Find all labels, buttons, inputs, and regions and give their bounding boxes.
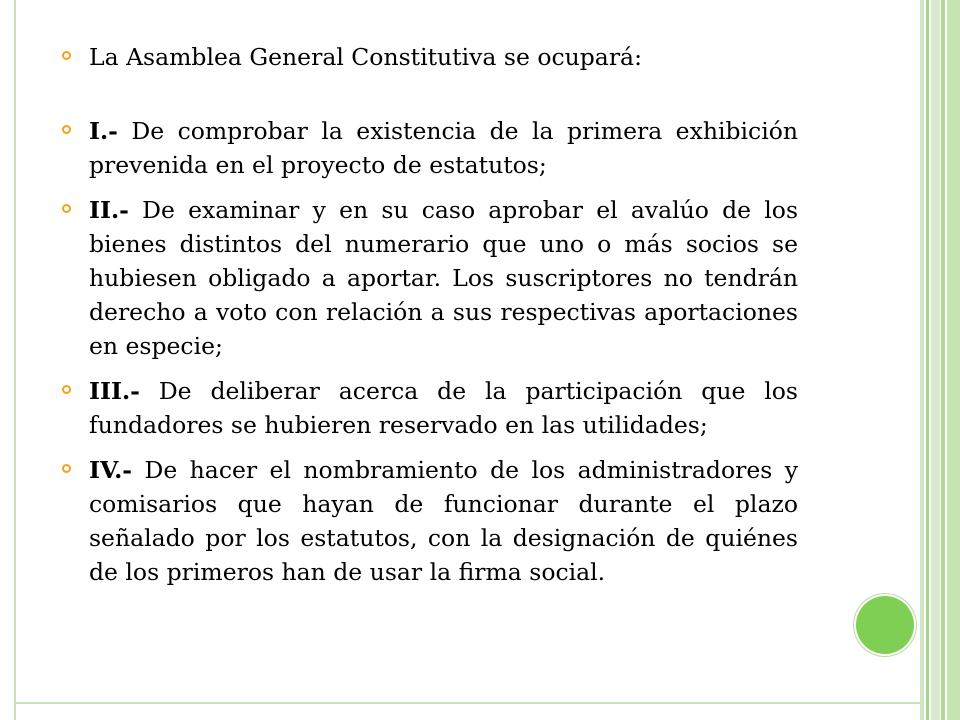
item-number: I.- bbox=[89, 117, 118, 145]
frame-left-line bbox=[14, 0, 16, 720]
frame-bottom-line bbox=[14, 702, 922, 704]
bullet-icon bbox=[62, 204, 71, 213]
item-number: III.- bbox=[89, 377, 140, 405]
decor-circle bbox=[856, 596, 914, 654]
item-text: De comprobar la existencia de la primera exhibición prevenida en el proyecto de estatutos; bbox=[89, 117, 798, 179]
item-number: IV.- bbox=[89, 456, 133, 484]
bullet-icon bbox=[62, 385, 71, 394]
item-text: De examinar y en su caso aprobar el avalúo de los bienes distintos del numerario que uno o más socios se hubiesen obligado a aportar. Los suscriptores no tendrán derecho a voto con relación a sus respectivas aportaciones en especie; bbox=[89, 196, 798, 360]
decor-stripe bbox=[920, 0, 924, 720]
decor-stripe bbox=[931, 0, 940, 720]
list-item-i bbox=[62, 114, 798, 182]
list-item-intro bbox=[62, 40, 798, 74]
bullet-icon bbox=[62, 464, 71, 473]
list-item-iii bbox=[62, 374, 798, 442]
bullet-list bbox=[62, 40, 798, 600]
decor-stripe bbox=[926, 0, 929, 720]
item-number: II.- bbox=[89, 196, 129, 224]
intro-text: La Asamblea General Constitutiva se ocupará: bbox=[89, 43, 642, 71]
bullet-icon bbox=[62, 125, 71, 134]
decor-stripe bbox=[947, 0, 960, 720]
list-item-ii bbox=[62, 193, 798, 363]
list-item-iv bbox=[62, 453, 798, 589]
bullet-icon bbox=[62, 51, 71, 60]
item-text: De hacer el nombramiento de los administradores y comisarios que hayan de funcionar durante el plazo señalado por los estatutos, con la designación de quiénes de los primeros han de usar la firma social. bbox=[89, 456, 798, 586]
decor-stripe bbox=[941, 0, 945, 720]
item-text: De deliberar acerca de la participación que los fundadores se hubieren reservado en las utilidades; bbox=[89, 377, 798, 439]
